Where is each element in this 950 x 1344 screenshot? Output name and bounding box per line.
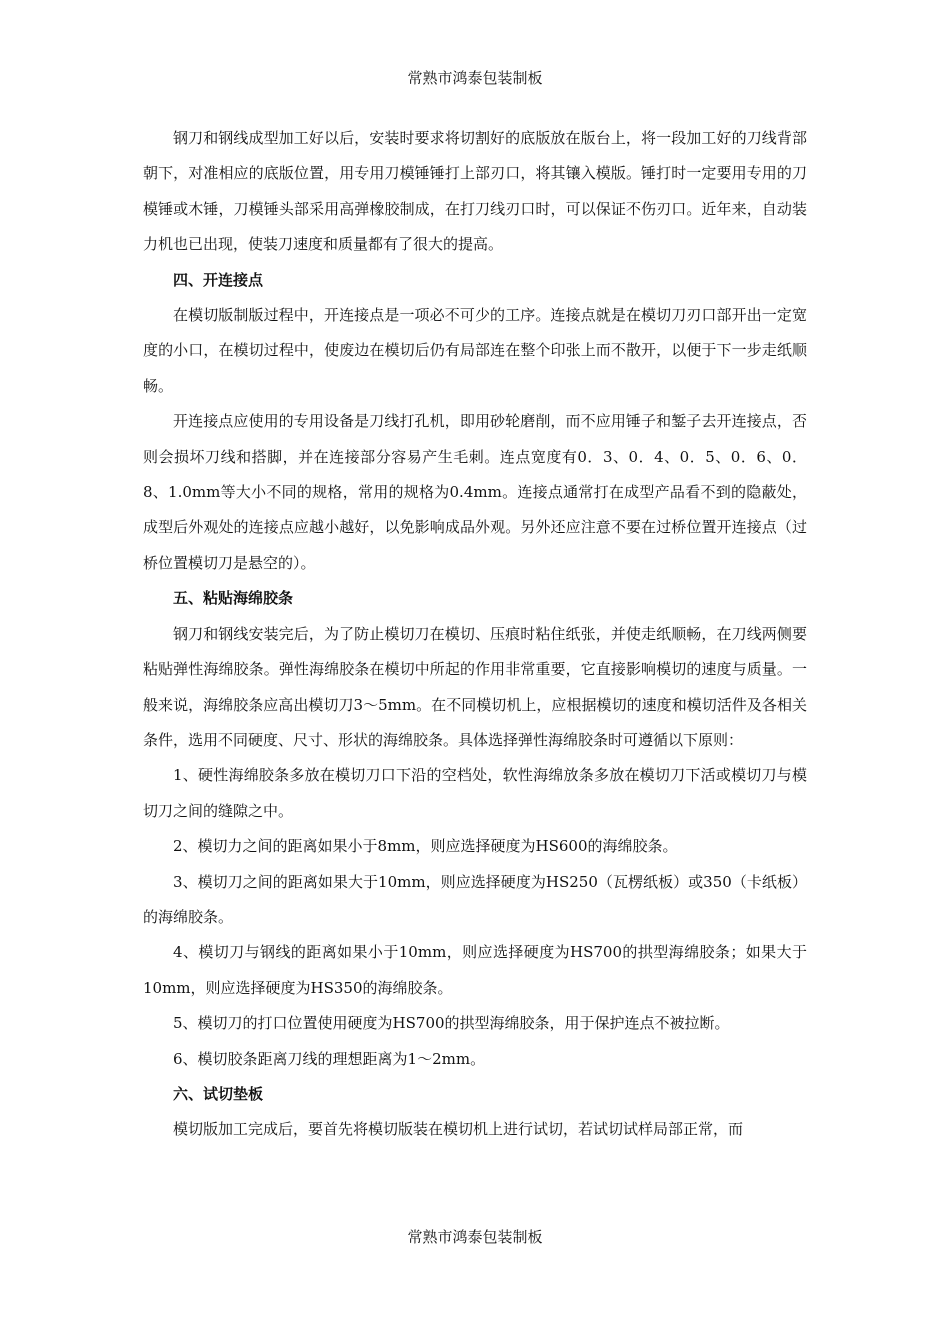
paragraph-knife-installation: 钢刀和钢线成型加工好以后，安装时要求将切割好的底版放在版台上，将一段加工好的刀线背部朝下，对准相应的底版位置，用专用刀模锤锤打上部刃口，将其镶入模版。锤打时一定要用专用的刀模锤或木锤，刀模锤头部采用高弹橡胶制成，在打刀线刃口时，可以保证不伤刃口。近年来，自动装力机也已出现，使装刀速度和质量都有了很大的提高。 [143, 129, 807, 254]
section-heading-5: 五、粘贴海绵胶条 [173, 589, 294, 608]
list-item-3: 3、模切刀之间的距离如果大于10mm，则应选择硬度为HS250（瓦楞纸板）或350（卡纸板）的海绵胶条。 [143, 872, 807, 926]
paragraph-sponge-strip-intro: 钢刀和钢线安装完后，为了防止模切刀在模切、压痕时粘住纸张，并使走纸顺畅，在刀线两侧要粘贴弹性海绵胶条。弹性海绵胶条在模切中所起的作用非常重要，它直接影响模切的速度与质量。一般来说，海绵胶条应高出模切刀3～5mm。在不同模切机上，应根据模切的速度和模切活件及各相关条件，选用不同硬度、尺寸、形状的海绵胶条。具体选择弹性海绵胶条时可遵循以下原则： [143, 624, 807, 749]
list-item-1: 1、硬性海绵胶条多放在模切刀口下沿的空档处，软性海绵放条多放在模切刀下活或模切刀与模切刀之间的缝隙之中。 [143, 766, 807, 820]
list-item-4: 4、模切刀与钢线的距离如果小于10mm，则应选择硬度为HS700的拱型海绵胶条；如果大于10mm，则应选择硬度为HS350的海绵胶条。 [143, 943, 807, 997]
list-item-6: 6、模切胶条距离刀线的理想距离为1～2mm。 [173, 1049, 486, 1068]
page-header: 常熟市鸿泰包装制板 [407, 69, 543, 87]
paragraph-connection-points-method: 开连接点应使用的专用设备是刀线打孔机，即用砂轮磨削，而不应用锤子和錾子去开连接点，否则会损坏刀线和搭脚，并在连接部分容易产生毛刺。连点宽度有0．3、0．4、0．5、0．6、0．8、1.0mm等大小不同的规格，常用的规格为0.4mm。连接点通常打在成型产品看不到的隐蔽处，成型后外观处的连接点应越小越好，以免影响成品外观。另外还应注意不要在过桥位置开连接点（过桥位置模切刀是悬空的）。 [143, 412, 807, 572]
list-item-5: 5、模切刀的打口位置使用硬度为HS700的拱型海绵胶条，用于保护连点不被拉断。 [173, 1014, 730, 1033]
page-footer: 常熟市鸿泰包装制板 [407, 1228, 543, 1246]
section-heading-4: 四、开连接点 [173, 270, 264, 289]
list-item-2: 2、模切力之间的距离如果小于8mm，则应选择硬度为HS600的海绵胶条。 [173, 837, 678, 856]
section-heading-6: 六、试切垫板 [173, 1084, 264, 1103]
paragraph-connection-points-intro: 在模切版制版过程中，开连接点是一项必不可少的工序。连接点就是在模切刀刃口部开出一定宽度的小口，在模切过程中，使废边在模切后仍有局部连在整个印张上而不散开，以便于下一步走纸顺畅。 [143, 306, 807, 395]
paragraph-trial-cut: 模切版加工完成后，要首先将模切版装在模切机上进行试切，若试切试样局部正常，而 [173, 1120, 744, 1139]
document-body [143, 121, 807, 1148]
